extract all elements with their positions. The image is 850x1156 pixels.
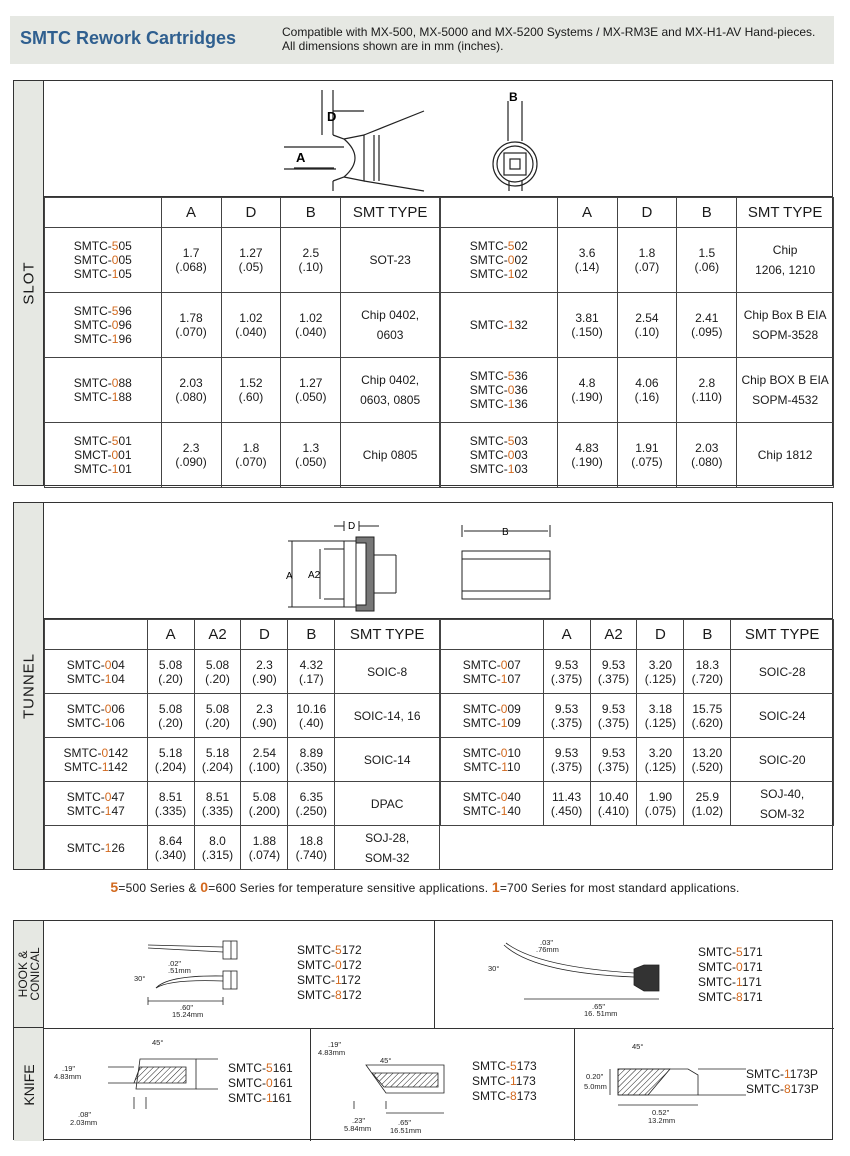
slot-section	[13, 80, 833, 486]
dim-cell-d: 1.91 (.075)	[617, 423, 677, 488]
tunnel-diagram-svg	[44, 503, 833, 619]
svg-text:13.2mm: 13.2mm	[648, 1116, 676, 1125]
dim-cell-a: 8.64 (.340)	[147, 826, 194, 870]
knife-3-parts	[746, 1067, 819, 1097]
dim-cell-b: 25.9 (1.02)	[684, 782, 731, 826]
col-a2: A2	[194, 620, 241, 650]
part-number: SMTC-007	[462, 657, 521, 672]
tunnel-section	[13, 502, 833, 870]
dim-cell-d: 3.20 (.125)	[637, 738, 684, 782]
part-number: SMTC-536	[469, 369, 528, 383]
dim-cell-d: 2.3 (.90)	[241, 694, 288, 738]
part-cell	[45, 694, 148, 738]
dim-cell-a: 8.51 (.335)	[147, 782, 194, 826]
smt-type-cell: SOJ-28, SOM-32	[335, 826, 440, 870]
tunnel-label-a: A	[286, 571, 293, 582]
part-number: SMTC-503	[469, 434, 528, 448]
part-number: SMTC-136	[469, 397, 528, 411]
part-number: SMTC-1161	[228, 1091, 292, 1105]
part-number: SMTC-0161	[228, 1076, 293, 1090]
table-row	[441, 694, 834, 738]
col-a: A	[557, 198, 617, 228]
dim-cell-a2: 9.53 (.375)	[590, 738, 637, 782]
part-number: SMTC-596	[73, 304, 132, 318]
hook-tip-drawing	[108, 933, 288, 1023]
part-cell	[441, 293, 558, 358]
smt-type-cell: SOIC-14	[335, 738, 440, 782]
table-row	[45, 228, 440, 293]
part-number: SMTC-5161	[228, 1061, 293, 1075]
smt-type-cell: Chip 0805	[341, 423, 440, 488]
svg-text:15.24mm: 15.24mm	[172, 1010, 204, 1019]
table-row	[441, 738, 834, 782]
svg-text:.51mm: .51mm	[168, 966, 191, 975]
part-number: SMTC-5171	[698, 945, 763, 959]
dim-cell-a: 3.6 (.14)	[557, 228, 617, 293]
slot-diagram-svg	[44, 81, 833, 197]
part-number: SMTC-8173	[472, 1089, 537, 1103]
svg-text:.02": .02"	[168, 959, 182, 968]
table-row	[441, 293, 834, 358]
dim-cell-d: 3.18 (.125)	[637, 694, 684, 738]
col-a: A	[543, 620, 590, 650]
part-number: SMTC-004	[66, 657, 125, 672]
part-number: SMTC-101	[73, 462, 132, 476]
knife-1-parts	[228, 1061, 293, 1106]
tunnel-table-left	[44, 619, 440, 870]
dim-cell-b: 1.3 (.050)	[281, 423, 341, 488]
dim-cell-d: 1.27 (.05)	[221, 228, 281, 293]
hook-left-parts	[297, 943, 362, 1003]
slot-side-label: SLOT	[14, 81, 44, 485]
part-number: SMTC-505	[73, 239, 132, 253]
hook-right-parts	[698, 945, 763, 1005]
knife-2-parts	[472, 1059, 537, 1104]
dim-cell-d: 4.06 (.16)	[617, 358, 677, 423]
col-d: D	[221, 198, 281, 228]
part-number: SMTC-1172	[297, 973, 361, 987]
part-number: SMCT-001	[74, 448, 132, 462]
svg-text:30°: 30°	[488, 964, 500, 973]
smt-type-cell: SOIC-14, 16	[335, 694, 440, 738]
smt-type-cell: SOIC-24	[731, 694, 834, 738]
dim-cell-a: 2.3 (.090)	[161, 423, 221, 488]
page-title: SMTC Rework Cartridges	[20, 28, 237, 48]
series-legend	[0, 879, 850, 895]
part-number: SMTC-010	[462, 745, 521, 760]
smt-type-cell: SOIC-28	[731, 650, 834, 694]
dim-cell-a: 2.03 (.080)	[161, 358, 221, 423]
dim-cell-b: 15.75 (.620)	[684, 694, 731, 738]
part-number: SMTC-132	[469, 318, 528, 332]
col-b: B	[677, 198, 737, 228]
part-cell	[45, 358, 162, 423]
tunnel-diagram	[44, 503, 832, 619]
table-row	[441, 650, 834, 694]
smt-type-cell: Chip Box B EIA SOPM-3528	[737, 293, 834, 358]
dim-cell-b: 18.8 (.740)	[288, 826, 335, 870]
legend-text-0: =600 Series for temperature sensitive applications.	[208, 881, 492, 895]
part-number: SMTC-009	[462, 701, 521, 716]
dim-cell-a: 9.53 (.375)	[543, 738, 590, 782]
dim-cell-d: 1.90 (.075)	[637, 782, 684, 826]
col-d: D	[617, 198, 677, 228]
dim-cell-b: 2.03 (.080)	[677, 423, 737, 488]
dim-cell-b: 18.3 (.720)	[684, 650, 731, 694]
knife-side-label: KNIFE	[14, 1028, 44, 1141]
slot-label-d: D	[327, 109, 337, 124]
svg-text:30°: 30°	[134, 974, 146, 983]
part-number: SMTC-110	[463, 759, 521, 774]
table-row	[45, 650, 440, 694]
slot-table-left	[44, 197, 440, 488]
dim-cell-a: 4.83 (.190)	[557, 423, 617, 488]
dim-cell-b: 2.8 (.110)	[677, 358, 737, 423]
svg-text:.65": .65"	[398, 1118, 412, 1127]
dim-cell-d: 3.20 (.125)	[637, 650, 684, 694]
tunnel-table-right	[440, 619, 834, 826]
dim-cell-a2: 10.40 (.410)	[590, 782, 637, 826]
tunnel-label-d: D	[348, 521, 356, 532]
svg-text:45°: 45°	[380, 1056, 392, 1065]
dim-cell-d: 1.8 (.070)	[221, 423, 281, 488]
dim-cell-a: 5.08 (.20)	[147, 650, 194, 694]
part-number: SMTC-003	[469, 448, 528, 462]
dim-cell-d: 2.54 (.10)	[617, 293, 677, 358]
dim-cell-b: 8.89 (.350)	[288, 738, 335, 782]
part-number: SMTC-502	[469, 239, 528, 253]
part-number: SMTC-107	[462, 671, 521, 686]
part-number: SMTC-036	[469, 383, 528, 397]
svg-text:16.51mm: 16.51mm	[390, 1126, 422, 1135]
table-row	[45, 782, 440, 826]
col-smt-type: SMT TYPE	[737, 198, 834, 228]
svg-text:2.03mm: 2.03mm	[70, 1118, 98, 1127]
part-number: SMTC-0142	[63, 745, 129, 760]
svg-text:5.0mm: 5.0mm	[584, 1082, 607, 1091]
svg-text:0.52": 0.52"	[652, 1108, 670, 1117]
dim-cell-a2: 9.53 (.375)	[590, 694, 637, 738]
part-number: SMTC-140	[462, 803, 521, 818]
dim-cell-d: 1.02 (.040)	[221, 293, 281, 358]
dim-cell-a: 9.53 (.375)	[543, 650, 590, 694]
tunnel-side-label: TUNNEL	[14, 503, 44, 869]
smt-type-cell: Chip 1812	[737, 423, 834, 488]
legend-text-1: =700 Series for most standard applications.	[499, 881, 740, 895]
col-a: A	[147, 620, 194, 650]
part-number: SMTC-1173	[472, 1074, 536, 1088]
dim-cell-a2: 8.51 (.335)	[194, 782, 241, 826]
part-number: SMTC-096	[73, 318, 132, 332]
part-cell	[45, 228, 162, 293]
part-number: SMTC-040	[462, 789, 521, 804]
svg-text:45°: 45°	[152, 1038, 164, 1047]
col-smt-type: SMT TYPE	[335, 620, 440, 650]
dim-cell-b: 2.5 (.10)	[281, 228, 341, 293]
dim-cell-b: 1.02 (.040)	[281, 293, 341, 358]
dim-cell-a: 1.78 (.070)	[161, 293, 221, 358]
part-number: SMTC-1171	[698, 975, 762, 989]
part-cell	[45, 826, 148, 870]
part-number: SMTC-109	[462, 715, 521, 730]
dim-cell-a2: 9.53 (.375)	[590, 650, 637, 694]
col-b: B	[281, 198, 341, 228]
dim-cell-a2: 5.08 (.20)	[194, 650, 241, 694]
dim-cell-a: 3.81 (.150)	[557, 293, 617, 358]
table-row	[441, 423, 834, 488]
part-number: SMTC-106	[66, 715, 125, 730]
svg-text:4.83mm: 4.83mm	[318, 1048, 346, 1057]
part-cell	[45, 650, 148, 694]
part-number: SMTC-8172	[297, 988, 362, 1002]
header-band	[10, 16, 834, 64]
legend-num-0: 0	[200, 879, 209, 895]
svg-text:.23": .23"	[352, 1116, 366, 1125]
slot-left-header	[45, 198, 440, 228]
part-cell	[441, 423, 558, 488]
part-cell	[45, 782, 148, 826]
dim-cell-a: 5.08 (.20)	[147, 694, 194, 738]
part-number: SMTC-8171	[698, 990, 763, 1004]
part-number: SMTC-088	[73, 376, 132, 390]
dim-cell-a: 4.8 (.190)	[557, 358, 617, 423]
part-number: SMTC-1142	[63, 759, 128, 774]
dim-cell-a2: 8.0 (.315)	[194, 826, 241, 870]
knife-3-drawing	[578, 1031, 748, 1135]
part-number: SMTC-0171	[698, 960, 763, 974]
legend-num-5: 5	[110, 879, 119, 895]
part-cell	[45, 738, 148, 782]
dim-cell-b: 4.32 (.17)	[288, 650, 335, 694]
dim-cell-d: 1.52 (.60)	[221, 358, 281, 423]
svg-text:.19": .19"	[328, 1040, 342, 1049]
part-number: SMTC-0172	[297, 958, 362, 972]
dim-cell-b: 1.27 (.050)	[281, 358, 341, 423]
part-cell	[441, 358, 558, 423]
smt-type-cell: SOIC-8	[335, 650, 440, 694]
part-cell	[441, 694, 544, 738]
dim-cell-a: 11.43 (.450)	[543, 782, 590, 826]
part-cell	[441, 650, 544, 694]
part-number: SMTC-196	[73, 332, 132, 346]
svg-text:.76mm: .76mm	[536, 945, 559, 954]
dim-cell-d: 1.88 (.074)	[241, 826, 288, 870]
svg-text:4.83mm: 4.83mm	[54, 1072, 82, 1081]
tunnel-right-header	[441, 620, 834, 650]
part-cell	[45, 293, 162, 358]
table-row	[45, 826, 440, 870]
table-row	[45, 358, 440, 423]
col-a: A	[161, 198, 221, 228]
smt-type-cell: SOT-23	[341, 228, 440, 293]
part-number: SMTC-104	[66, 671, 125, 686]
part-number: SMTC-5172	[297, 943, 362, 957]
slot-label-b: B	[509, 90, 518, 104]
col-b: B	[288, 620, 335, 650]
dim-cell-b: 1.5 (.06)	[677, 228, 737, 293]
smt-type-cell: Chip 0402, 0603, 0805	[341, 358, 440, 423]
slot-diagram	[44, 81, 832, 197]
svg-text:.65": .65"	[592, 1002, 606, 1011]
dim-cell-b: 2.41 (.095)	[677, 293, 737, 358]
table-row	[45, 423, 440, 488]
slot-table-right	[440, 197, 834, 488]
dim-cell-b: 10.16 (.40)	[288, 694, 335, 738]
part-cell	[45, 423, 162, 488]
smt-type-cell: SOJ-40, SOM-32	[731, 782, 834, 826]
part-number: SMTC-047	[66, 789, 125, 804]
part-number: SMTC-8173P	[746, 1082, 819, 1096]
dim-cell-b: 6.35 (.250)	[288, 782, 335, 826]
col-smt-type: SMT TYPE	[341, 198, 440, 228]
legend-text-5: =500 Series &	[118, 881, 201, 895]
part-number: SMTC-005	[73, 253, 132, 267]
table-row	[45, 293, 440, 358]
dim-cell-a: 9.53 (.375)	[543, 694, 590, 738]
part-number: SMTC-002	[469, 253, 528, 267]
dim-cell-a: 1.7 (.068)	[161, 228, 221, 293]
svg-text:5.84mm: 5.84mm	[344, 1124, 372, 1133]
smt-type-cell: DPAC	[335, 782, 440, 826]
dim-cell-d: 2.3 (.90)	[241, 650, 288, 694]
svg-text:45°: 45°	[632, 1042, 644, 1051]
svg-text:.03": .03"	[540, 938, 554, 947]
table-row	[45, 738, 440, 782]
part-number: SMTC-105	[73, 267, 132, 281]
col-a2: A2	[590, 620, 637, 650]
dim-cell-d: 5.08 (.200)	[241, 782, 288, 826]
col-b: B	[684, 620, 731, 650]
dim-cell-a: 5.18 (.204)	[147, 738, 194, 782]
col-smt-type: SMT TYPE	[731, 620, 834, 650]
dim-cell-a2: 5.08 (.20)	[194, 694, 241, 738]
smt-type-cell: SOIC-20	[731, 738, 834, 782]
tunnel-label-b: B	[502, 527, 509, 538]
table-row	[45, 694, 440, 738]
dim-cell-b: 13.20 (.520)	[684, 738, 731, 782]
table-row	[441, 782, 834, 826]
col-d: D	[241, 620, 288, 650]
hook-knife-section	[13, 920, 833, 1140]
smt-type-cell: Chip 1206, 1210	[737, 228, 834, 293]
part-number: SMTC-188	[73, 390, 132, 404]
page-subtitle: Compatible with MX-500, MX-5000 and MX-5200 Systems / MX-RM3E and MX-H1-AV Hand-pieces. All dimensions shown are in mm (inches).	[282, 25, 816, 53]
conical-tip-drawing	[484, 935, 684, 1025]
legend-num-1: 1	[491, 879, 500, 895]
smt-type-cell: Chip 0402, 0603	[341, 293, 440, 358]
col-d: D	[637, 620, 684, 650]
tunnel-left-header	[45, 620, 440, 650]
part-cell	[441, 738, 544, 782]
part-number: SMTC-006	[66, 701, 125, 716]
part-number: SMTC-5173	[472, 1059, 537, 1073]
dim-cell-d: 2.54 (.100)	[241, 738, 288, 782]
tunnel-label-a2: A2	[308, 570, 321, 581]
part-number: SMTC-126	[66, 840, 125, 855]
dim-cell-d: 1.8 (.07)	[617, 228, 677, 293]
part-number: SMTC-147	[66, 803, 125, 818]
knife-2-drawing	[314, 1033, 474, 1137]
part-cell	[441, 228, 558, 293]
dim-cell-a2: 5.18 (.204)	[194, 738, 241, 782]
svg-text:.19": .19"	[62, 1064, 76, 1073]
svg-text:0.20": 0.20"	[586, 1072, 604, 1081]
part-number: SMTC-103	[469, 462, 528, 476]
part-number: SMTC-501	[73, 434, 132, 448]
table-row	[441, 358, 834, 423]
part-number: SMTC-1173P	[746, 1067, 818, 1081]
table-row	[441, 228, 834, 293]
knife-1-drawing	[48, 1031, 228, 1135]
part-cell	[441, 782, 544, 826]
svg-text:.08": .08"	[78, 1110, 92, 1119]
slot-label-a: A	[296, 150, 306, 165]
slot-right-header	[441, 198, 834, 228]
part-number: SMTC-102	[469, 267, 528, 281]
hook-side-label: HOOK & CONICAL	[14, 921, 44, 1028]
svg-text:.60": .60"	[180, 1003, 194, 1012]
svg-text:16. 51mm: 16. 51mm	[584, 1009, 618, 1018]
smt-type-cell: Chip BOX B EIA SOPM-4532	[737, 358, 834, 423]
